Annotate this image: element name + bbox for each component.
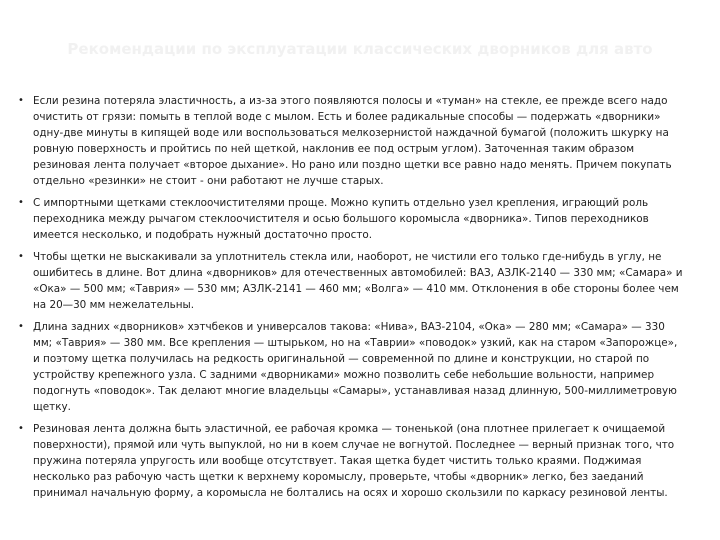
slide-title: Рекомендации по эксплуатации классических дворников для авто — [67, 40, 653, 58]
bullet-text: Длина задних «дворников» хэтчбеков и универсалов такова: «Нива», ВАЗ-2104, «Ока» — 280 мм; «Самара» — 330 мм; «Таврия» — 380 мм. Все крепления — штырьком, но на «Таврии» «поводок» узкий, как на старом «Запорожце», и поэтому щетка получилась на редкость оригинальной — современной по длине и конструкции, но старой по устройству крепежного узла. С задними «дворниками» можно позволить себе небольшие вольности, например подогнуть «поводок». Так делают многие владельцы «Самары», устанавливая назад длинную, 500-миллиметровую щетку. — [33, 321, 678, 413]
bullet-text: С импортными щетками стеклоочистителями проще. Можно купить отдельно узел крепления, играющий роль переходника между рычагом стеклоочистителя и осью большого коромысла «дворника». Типов переходников имеется несколько, и подобрать нужный достаточно просто. — [33, 197, 649, 241]
bullet-text: Если резина потеряла эластичность, а из-за этого появляются полосы и «туман» на стекле, ее прежде всего надо очистить от грязи: помыть в теплой воде с мылом. Есть и более радикальные способы — подержать «дворники» одну-две минуты в кипящей воде или воспользоваться мелкозернистой наждачной бумагой (положить шкурку на ровную поверхность и пройтись по ней щеткой, наклонив ее под острым углом). Заточенная таким образом резиновая лента получает «второе дыхание». Но рано или поздно щетки все равно надо менять. Причем покупать отдельно «резинки» не стоит - они работают не лучше старых. — [33, 95, 672, 187]
bullet-dot-icon: • — [18, 251, 24, 262]
bullet-dot-icon: • — [18, 423, 24, 434]
bullet-item — [18, 249, 686, 313]
bullet-dot-icon: • — [18, 321, 24, 332]
bullet-dot-icon: • — [18, 197, 24, 208]
bullet-text: Резиновая лента должна быть эластичной, ее рабочая кромка — тоненькой (она плотнее прилегает к очищаемой поверхности), прямой или чуть выпуклой, но ни в коем случае не вогнутой. Последнее — верный признак того, что пружина потеряла упругость или вообще отсутствует. Такая щетка будет чистить только краями. Поджимая несколько раз рабочую часть щетки к верхнему коромыслу, проверьте, чтобы «дворник» легко, без заеданий принимал начальную форму, а коромысла не болтались на осях и хорошо скользили по каркасу резиновой ленты. — [33, 423, 675, 499]
bullet-item — [18, 195, 686, 243]
bullet-dot-icon: • — [18, 95, 24, 106]
bullet-item — [18, 319, 686, 415]
bullet-item — [18, 421, 686, 501]
bullet-item — [18, 93, 686, 189]
bullet-text: Чтобы щетки не выскакивали за уплотнитель стекла или, наоборот, не чистили его только где-нибудь в углу, не ошибитесь в длине. Вот длина «дворников» для отечественных автомобилей: ВАЗ, АЗЛК-2140 — 330 мм; «Самара» и «Ока» — 500 мм; «Таврия» — 530 мм; АЗЛК-2141 — 460 мм; «Волга» — 410 мм. Отклонения в обе стороны более чем на 20—30 мм нежелательны. — [33, 251, 683, 311]
bullet-list — [18, 93, 686, 507]
